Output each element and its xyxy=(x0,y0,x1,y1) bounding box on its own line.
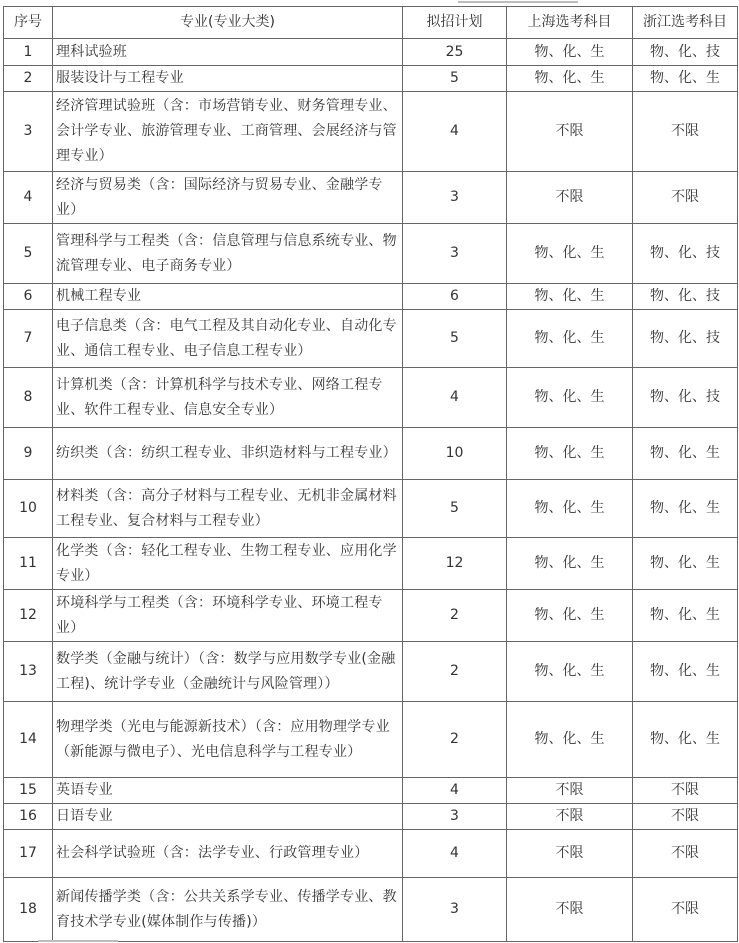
zhejiang-subjects: 物、化、生 xyxy=(633,590,738,642)
row-number: 7 xyxy=(4,310,53,368)
major-name: 材料类（含：高分子材料与工程专业、无机非金属材料工程专业、复合材料与工程专业） xyxy=(53,480,403,538)
row-number: 13 xyxy=(4,642,53,702)
major-name: 物理学类（光电与能源新技术）（含：应用物理学专业（新能源与微电子）、光电信息科学与工程专业） xyxy=(53,702,403,778)
table-row xyxy=(4,310,738,368)
table-row xyxy=(4,642,738,702)
table-row xyxy=(4,702,738,778)
major-name: 经济管理试验班（含：市场营销专业、财务管理专业、会计学专业、旅游管理专业、工商管理、会展经济与管理专业） xyxy=(53,92,403,172)
row-number: 9 xyxy=(4,428,53,480)
table-row xyxy=(4,590,738,642)
row-number: 8 xyxy=(4,368,53,428)
shanghai-subjects: 物、化、生 xyxy=(507,702,633,778)
zhejiang-subjects: 物、化、生 xyxy=(633,702,738,778)
shanghai-subjects: 物、化、生 xyxy=(507,224,633,284)
major-name: 管理科学与工程类（含：信息管理与信息系统专业、物流管理专业、电子商务专业） xyxy=(53,224,403,284)
zhejiang-subjects: 不限 xyxy=(633,804,738,830)
shanghai-subjects: 不限 xyxy=(507,778,633,804)
shanghai-subjects: 物、化、生 xyxy=(507,368,633,428)
zhejiang-subjects: 物、化、技 xyxy=(633,224,738,284)
major-name: 日语专业 xyxy=(53,804,403,830)
shanghai-subjects: 不限 xyxy=(507,172,633,224)
planned-quota: 10 xyxy=(403,428,507,480)
shanghai-subjects: 物、化、生 xyxy=(507,538,633,590)
shanghai-subjects: 物、化、生 xyxy=(507,39,633,66)
table-row xyxy=(4,778,738,804)
shanghai-subjects: 不限 xyxy=(507,878,633,942)
zhejiang-subjects: 物、化、技 xyxy=(633,310,738,368)
shanghai-subjects: 物、化、生 xyxy=(507,480,633,538)
zhejiang-subjects: 物、化、生 xyxy=(633,480,738,538)
row-number: 12 xyxy=(4,590,53,642)
header-major: 专业(专业大类) xyxy=(53,7,403,39)
zhejiang-subjects: 不限 xyxy=(633,830,738,878)
zhejiang-subjects: 不限 xyxy=(633,172,738,224)
planned-quota: 2 xyxy=(403,590,507,642)
zhejiang-subjects: 不限 xyxy=(633,92,738,172)
table-row xyxy=(4,368,738,428)
zhejiang-subjects: 物、化、生 xyxy=(633,538,738,590)
table-row xyxy=(4,172,738,224)
major-name: 经济与贸易类（含：国际经济与贸易专业、金融学专业） xyxy=(53,172,403,224)
zhejiang-subjects: 物、化、生 xyxy=(633,642,738,702)
major-name: 化学类（含：轻化工程专业、生物工程专业、应用化学专业） xyxy=(53,538,403,590)
shanghai-subjects: 不限 xyxy=(507,830,633,878)
row-number: 14 xyxy=(4,702,53,778)
planned-quota: 4 xyxy=(403,830,507,878)
major-name: 英语专业 xyxy=(53,778,403,804)
row-number: 3 xyxy=(4,92,53,172)
zhejiang-subjects: 不限 xyxy=(633,778,738,804)
shanghai-subjects: 不限 xyxy=(507,92,633,172)
table-header xyxy=(4,7,738,39)
zhejiang-subjects: 物、化、技 xyxy=(633,368,738,428)
major-name: 新闻传播学类（含：公共关系学专业、传播学专业、教育技术学专业(媒体制作与传播)） xyxy=(53,878,403,942)
table-row xyxy=(4,428,738,480)
major-name: 社会科学试验班（含：法学专业、行政管理专业） xyxy=(53,830,403,878)
planned-quota: 6 xyxy=(403,284,507,310)
row-number: 16 xyxy=(4,804,53,830)
planned-quota: 4 xyxy=(403,368,507,428)
planned-quota: 3 xyxy=(403,804,507,830)
major-name: 服装设计与工程专业 xyxy=(53,66,403,92)
zhejiang-subjects: 不限 xyxy=(633,878,738,942)
shanghai-subjects: 物、化、生 xyxy=(507,642,633,702)
cropped-text-above xyxy=(458,0,578,4)
row-number: 11 xyxy=(4,538,53,590)
row-number: 2 xyxy=(4,66,53,92)
major-name: 纺织类（含：纺织工程专业、非织造材料与工程专业） xyxy=(53,428,403,480)
header-shanghai-subjects: 上海选考科目 xyxy=(507,7,633,39)
table-body xyxy=(4,39,738,942)
table-row xyxy=(4,39,738,66)
table-row xyxy=(4,480,738,538)
zhejiang-subjects: 物、化、生 xyxy=(633,428,738,480)
planned-quota: 3 xyxy=(403,224,507,284)
zhejiang-subjects: 物、化、技 xyxy=(633,284,738,310)
planned-quota: 5 xyxy=(403,310,507,368)
table-row xyxy=(4,538,738,590)
shanghai-subjects: 物、化、生 xyxy=(507,590,633,642)
row-number: 4 xyxy=(4,172,53,224)
row-number: 18 xyxy=(4,878,53,942)
planned-quota: 12 xyxy=(403,538,507,590)
zhejiang-subjects: 物、化、生 xyxy=(633,66,738,92)
planned-quota: 5 xyxy=(403,480,507,538)
shanghai-subjects: 物、化、生 xyxy=(507,284,633,310)
zhejiang-subjects: 物、化、技 xyxy=(633,39,738,66)
header-zhejiang-subjects: 浙江选考科目 xyxy=(633,7,738,39)
table-row xyxy=(4,804,738,830)
shanghai-subjects: 物、化、生 xyxy=(507,66,633,92)
major-name: 电子信息类（含：电气工程及其自动化专业、自动化专业、通信工程专业、电子信息工程专业） xyxy=(53,310,403,368)
planned-quota: 3 xyxy=(403,878,507,942)
row-number: 15 xyxy=(4,778,53,804)
table-row xyxy=(4,284,738,310)
header-no: 序号 xyxy=(4,7,53,39)
cropped-text-below xyxy=(38,939,118,943)
shanghai-subjects: 不限 xyxy=(507,804,633,830)
planned-quota: 4 xyxy=(403,778,507,804)
table-row xyxy=(4,92,738,172)
shanghai-subjects: 物、化、生 xyxy=(507,310,633,368)
row-number: 1 xyxy=(4,39,53,66)
header-plan: 拟招计划 xyxy=(403,7,507,39)
major-name: 理科试验班 xyxy=(53,39,403,66)
row-number: 10 xyxy=(4,480,53,538)
table-row xyxy=(4,878,738,942)
row-number: 5 xyxy=(4,224,53,284)
enrollment-plan-table xyxy=(3,6,738,942)
planned-quota: 2 xyxy=(403,702,507,778)
major-name: 数学类（金融与统计）（含：数学与应用数学专业(金融工程)、统计学专业（金融统计与风险管理）） xyxy=(53,642,403,702)
planned-quota: 3 xyxy=(403,172,507,224)
major-name: 环境科学与工程类（含：环境科学专业、环境工程专业） xyxy=(53,590,403,642)
row-number: 17 xyxy=(4,830,53,878)
planned-quota: 4 xyxy=(403,92,507,172)
planned-quota: 2 xyxy=(403,642,507,702)
header-row xyxy=(4,7,738,39)
major-name: 机械工程专业 xyxy=(53,284,403,310)
table-row xyxy=(4,66,738,92)
row-number: 6 xyxy=(4,284,53,310)
table-row xyxy=(4,830,738,878)
planned-quota: 5 xyxy=(403,66,507,92)
major-name: 计算机类（含：计算机科学与技术专业、网络工程专业、软件工程专业、信息安全专业） xyxy=(53,368,403,428)
shanghai-subjects: 物、化、生 xyxy=(507,428,633,480)
planned-quota: 25 xyxy=(403,39,507,66)
table-row xyxy=(4,224,738,284)
